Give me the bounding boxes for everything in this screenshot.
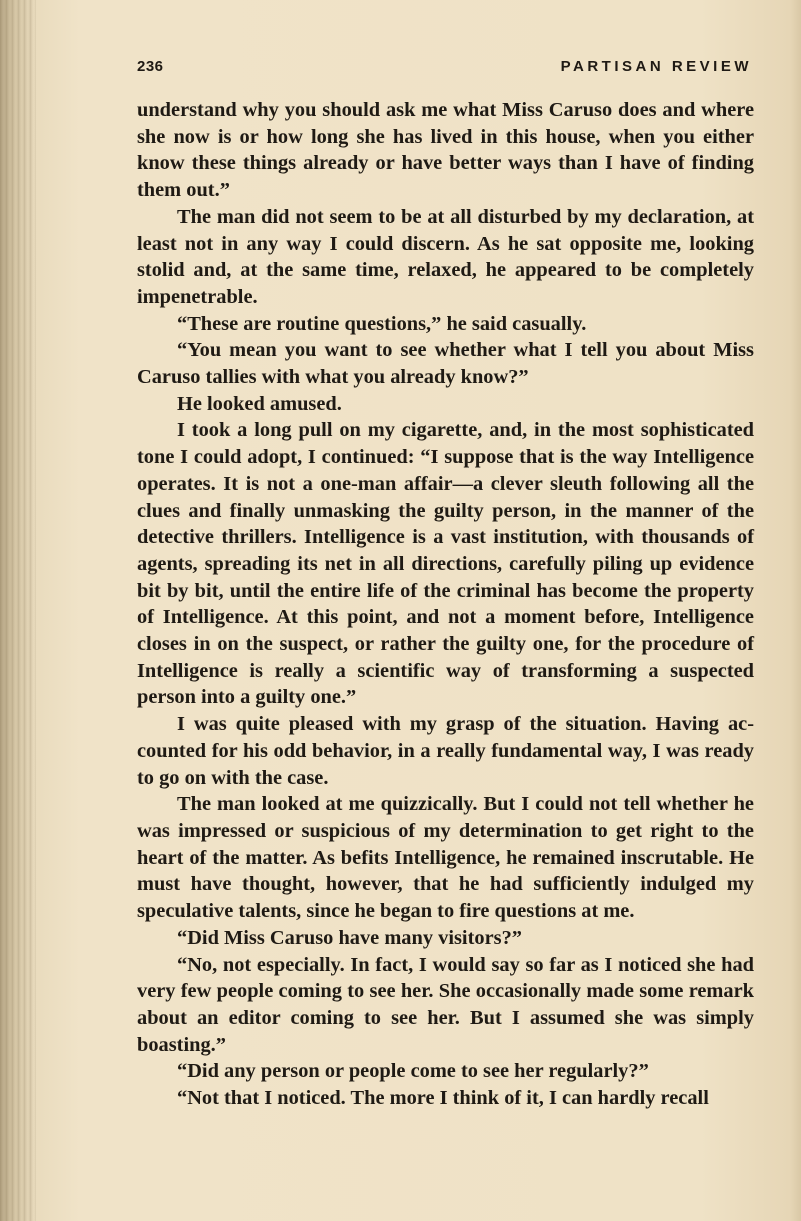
paragraph: “Did any person or people come to see her regularly?” [177, 1060, 649, 1083]
paragraph: “Did Miss Caruso have many visitors?” [177, 926, 522, 949]
paragraph: He looked amused. [177, 392, 342, 415]
paragraph: “No, not especially. In fact, I would say so far as I noticed she had very few people coming to see her. She occasionally made some remark about an editor coming to see her. But I assumed she was simply boasting.” [137, 953, 754, 1056]
body-text [137, 97, 754, 1112]
paragraph: “These are routine questions,” he said casually. [177, 312, 587, 335]
paragraph: understand why you should ask me what Miss Caruso does and where she now is or how long she has lived in this house, when you either know these things already or have better ways than I have of finding them out.” [137, 99, 754, 202]
page-number: 236 [137, 58, 164, 75]
paragraph: “Not that I noticed. The more I think of it, I can hardly recall [177, 1087, 709, 1110]
paragraph: The man looked at me quizzically. But I could not tell whether he was impressed or suspicious of my determination to get right to the heart of the matter. As befits Intelligence, he remained inscrutable. He must have thought, however, that he had sufficiently indulged my speculative talents, since he began to fire questions at me. [137, 793, 754, 923]
running-head: PARTISAN REVIEW [560, 58, 752, 75]
paragraph: The man did not seem to be at all disturbed by my declaration, at least not in any way I could discern. As he sat opposite me, looking stolid and, at the same time, relaxed, he appeared to be completely impenetrable. [137, 205, 754, 308]
paragraph: I was quite pleased with my grasp of the situation. Having accounted for his odd behavior, in a really fundamental way, I was ready to go on with the case. [137, 713, 754, 789]
page-header [137, 58, 752, 84]
paragraph: I took a long pull on my cigarette, and, in the most sophisticated tone I could adopt, I continued: “I suppose that is the way Intelligence operates. It is not a one-man affair—a clever sleuth following all the clues and finally unmasking the guilty person, in the manner of the detective thrillers. Intelligence is a vast institution, with thousands of agents, spreading its net in all directions, carefully piling up evidence bit by bit, until the entire life of the criminal has become the property of Intelligence. At this point, and not a moment before, Intelligence closes in on the suspect, or rather the guilty one, for the procedure of Intelligence is really a scientific way of transforming a suspected person into a guilty one.” [137, 419, 754, 709]
book-gutter [0, 0, 36, 1221]
paragraph: “You mean you want to see whether what I tell you about Miss Caruso tallies with what you already know?” [137, 339, 754, 389]
